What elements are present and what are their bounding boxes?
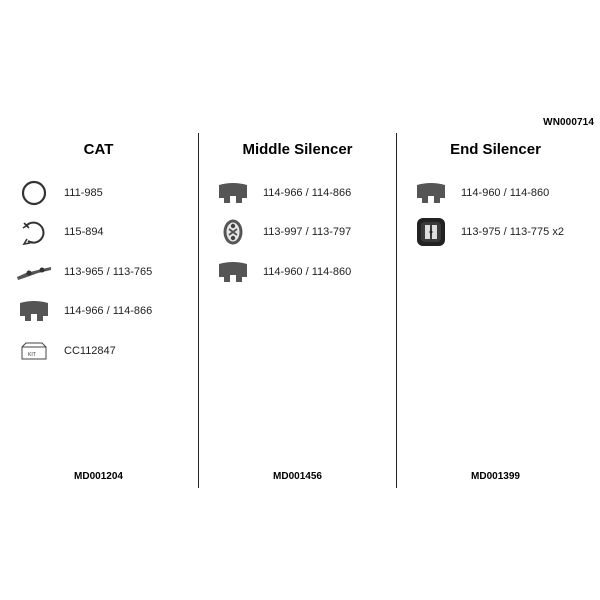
rubber-block-icon [413,217,449,247]
part-number: 111-985 [64,186,103,199]
rubber-mount-icon [215,257,251,287]
part-item [16,292,193,332]
rubber-hanger-oval-icon [215,217,251,247]
part-number: 113-965 / 113-765 [64,265,153,278]
part-number: 115-894 [64,226,104,239]
part-item [16,331,193,371]
part-number: 114-966 / 114-866 [64,305,153,318]
part-number: CC112847 [64,344,116,357]
part-item [215,252,392,292]
ring-gasket-icon [16,178,52,208]
part-item [413,213,590,253]
part-item [215,173,392,213]
part-number: 113-997 / 113-797 [263,226,352,239]
hanger-bracket-icon [16,257,52,287]
part-item [215,213,392,253]
part-item [413,173,590,213]
column-cat [0,133,197,488]
reference-number: WN000714 [543,117,594,128]
column-code: MD001456 [273,471,322,482]
column-end-silencer [396,133,594,488]
clamp-ring-icon [16,217,52,247]
column-title: Middle Silencer [242,141,353,158]
column-code: MD001204 [74,471,123,482]
kit-text: KIT [28,351,36,358]
rubber-mount-icon [215,178,251,208]
part-number: 114-966 / 114-866 [263,186,352,199]
kit-box-icon [16,336,52,366]
part-number: 113-975 / 113-775 x2 [461,226,564,239]
rubber-mount-icon [413,178,449,208]
part-item [16,252,193,292]
column-middle-silencer [198,133,396,488]
part-item [16,213,193,253]
column-title: End Silencer [450,141,541,158]
rubber-mount-icon [16,296,52,326]
part-number: 114-960 / 114-860 [263,265,352,278]
part-number: 114-960 / 114-860 [461,186,550,199]
column-code: MD001399 [471,471,520,482]
column-title: CAT [83,141,114,158]
part-item [16,173,193,213]
